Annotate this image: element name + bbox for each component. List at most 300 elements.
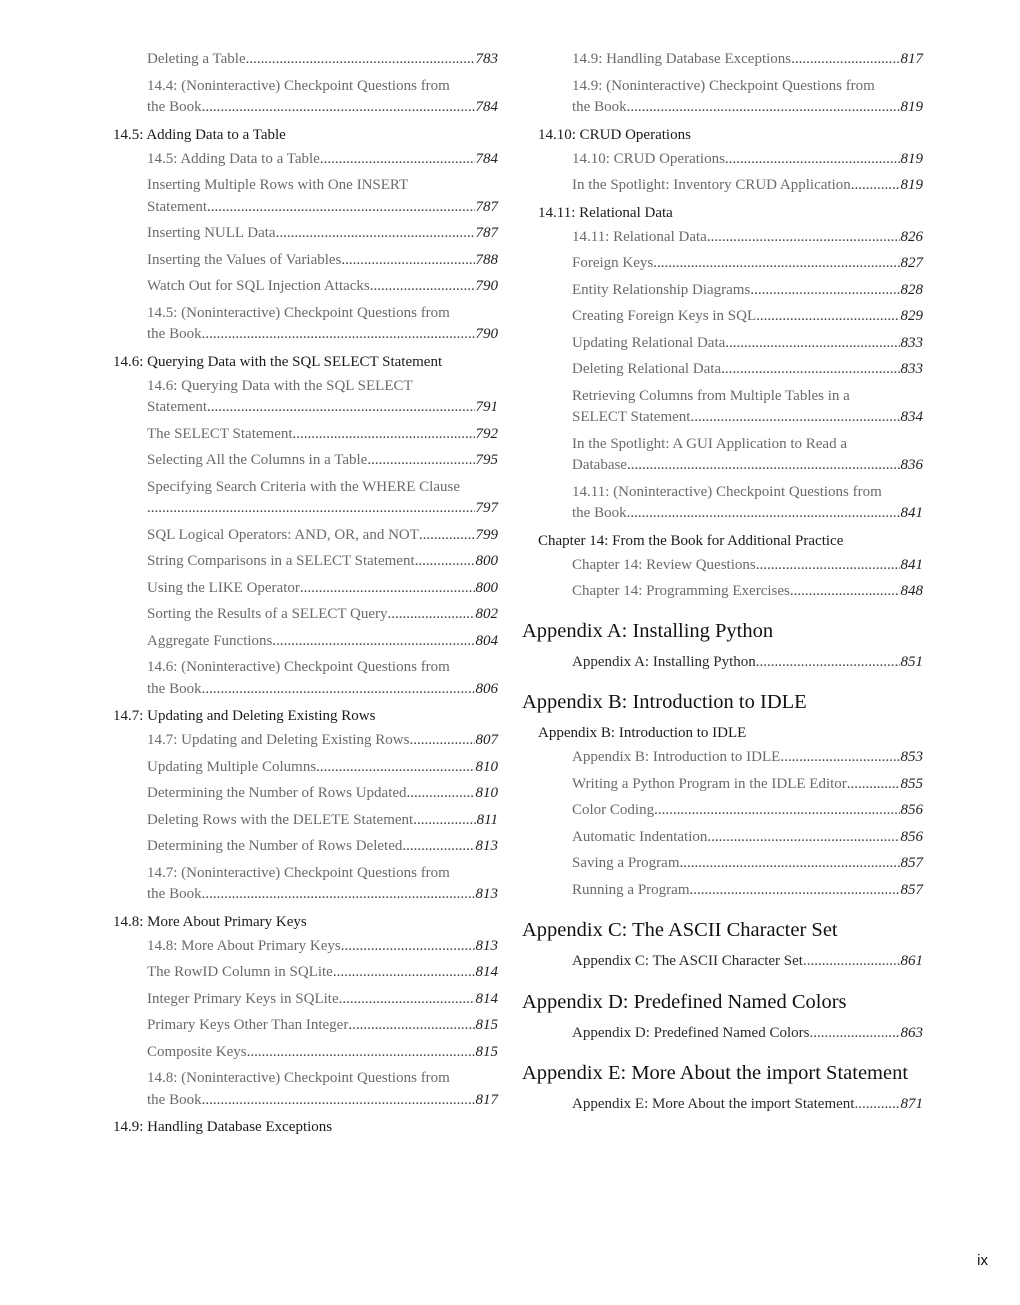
toc-entry[interactable]	[522, 434, 923, 477]
toc-entry-row	[147, 884, 498, 906]
toc-entry-title: Appendix C: The ASCII Character Set	[572, 953, 803, 969]
toc-page-number: 800	[475, 553, 498, 569]
dot-leader	[756, 306, 899, 328]
toc-entry-title: 14.5: Adding Data to a Table	[147, 150, 320, 167]
toc-page-number: 857	[900, 855, 923, 871]
toc-page-number: 851	[900, 653, 923, 670]
toc-entry-title: the Book	[147, 99, 202, 115]
toc-entry-title: Chapter 14: Programming Exercises	[572, 583, 790, 599]
dot-leader	[690, 407, 899, 429]
toc-section-heading: Chapter 14: From the Book for Additional Practice	[538, 532, 844, 549]
toc-entry-row	[572, 1023, 923, 1045]
toc-entry-title: The RowID Column in SQLite	[147, 964, 333, 980]
dot-leader	[316, 757, 474, 779]
toc-page-number: 841	[900, 556, 923, 573]
toc-page-number: 863	[900, 1024, 923, 1041]
toc-entry-row	[147, 730, 498, 752]
dot-leader	[725, 149, 900, 171]
toc-page-number: 819	[900, 177, 923, 193]
toc-entry[interactable]	[522, 827, 923, 849]
dot-leader	[707, 827, 899, 849]
toc-page-number: 791	[475, 399, 498, 415]
dot-leader	[202, 324, 475, 346]
toc-section-heading: 14.9: Handling Database Exceptions	[113, 1119, 333, 1135]
dot-leader	[419, 525, 475, 547]
dot-leader	[756, 652, 900, 674]
toc-entry-title: Appendix E: More About the import Statement	[572, 1096, 855, 1112]
toc-page-number: 856	[900, 828, 923, 845]
toc-entry[interactable]	[113, 149, 498, 171]
toc-page-number: 806	[475, 680, 498, 697]
toc-entry[interactable]	[113, 477, 498, 520]
toc-entry-title: Sorting the Results of a SELECT Query	[147, 606, 388, 622]
dot-leader	[341, 936, 475, 958]
toc-entry-title: In the Spotlight: Inventory CRUD Application	[572, 177, 851, 193]
toc-entry-row	[147, 1042, 498, 1064]
toc-entry-title-line: 14.6: (Noninteractive) Checkpoint Questions from	[147, 659, 450, 675]
toc-appendix-heading: Appendix B: Introduction to IDLE	[522, 691, 807, 713]
toc-entry-title-line: In the Spotlight: A GUI Application to Read a	[572, 435, 847, 452]
dot-leader	[725, 333, 899, 355]
toc-entry[interactable]	[522, 581, 923, 603]
toc-entry-row	[572, 97, 923, 119]
toc-entry-row	[147, 604, 498, 626]
toc-entry[interactable]	[113, 730, 498, 752]
dot-leader	[679, 853, 899, 875]
toc-section-heading: 14.7: Updating and Deleting Existing Rows	[113, 708, 376, 724]
toc-entry-title: the Book	[572, 99, 627, 115]
toc-entry[interactable]	[113, 810, 498, 832]
toc-page-number: 833	[900, 361, 923, 377]
toc-entry-title: Foreign Keys	[572, 255, 654, 271]
toc-page-number: 836	[900, 457, 923, 473]
toc-entry[interactable]	[522, 747, 923, 769]
toc-section-heading: 14.11: Relational Data	[538, 204, 673, 221]
toc-entry-title-line: Retrieving Columns from Multiple Tables in a	[572, 387, 850, 404]
dot-leader	[300, 578, 475, 600]
toc-entry[interactable]	[113, 49, 498, 71]
dot-leader	[780, 747, 899, 769]
dot-leader	[367, 450, 474, 472]
toc-page-number: 819	[900, 99, 923, 115]
toc-entry-title: Integer Primary Keys in SQLite	[147, 990, 339, 1007]
toc-entry[interactable]	[522, 800, 923, 822]
toc-page-number: 813	[475, 838, 498, 854]
dot-leader	[320, 149, 475, 171]
toc-section-heading: Appendix B: Introduction to IDLE	[538, 725, 747, 741]
toc-entry-row	[572, 253, 923, 275]
toc-entry[interactable]	[113, 757, 498, 779]
dot-leader	[247, 1042, 475, 1064]
toc-entry-row	[147, 49, 498, 71]
toc-entry[interactable]	[522, 306, 923, 328]
toc-entry-title: Writing a Python Program in the IDLE Editor	[572, 775, 847, 792]
toc-entry-title-line: 14.11: (Noninteractive) Checkpoint Questions from	[572, 483, 882, 500]
dot-leader	[790, 581, 900, 603]
toc-entry[interactable]	[113, 276, 498, 298]
toc-entry-title: String Comparisons in a SELECT Statement	[147, 553, 415, 569]
toc-entry-row	[147, 97, 498, 119]
toc-entry-row	[147, 1015, 498, 1037]
toc-entry-title: SQL Logical Operators: AND, OR, and NOT	[147, 526, 419, 543]
toc-entry-row	[572, 280, 923, 302]
toc-page-number: 802	[475, 606, 498, 622]
toc-entry[interactable]	[113, 836, 498, 858]
dot-leader	[653, 253, 899, 275]
toc-entry-title: 14.7: Updating and Deleting Existing Rows	[147, 732, 410, 748]
toc-entry-row	[147, 223, 498, 245]
toc-entry-row	[147, 197, 498, 219]
toc-page-number: 814	[475, 990, 498, 1007]
toc-appendix-heading: Appendix E: More About the import Statement	[522, 1062, 909, 1084]
toc-entry-title: Appendix D: Predefined Named Colors	[572, 1024, 810, 1041]
toc-entry-title: Automatic Indentation	[572, 828, 708, 845]
toc-entry[interactable]	[522, 49, 923, 71]
toc-entry[interactable]	[522, 253, 923, 275]
toc-entry-title: Selecting All the Columns in a Table	[147, 452, 368, 468]
toc-page-number: 807	[475, 732, 498, 748]
toc-entry-title: Deleting a Table	[147, 51, 246, 67]
toc-section-heading: 14.6: Querying Data with the SQL SELECT Statement	[113, 353, 443, 370]
toc-entry-title: Color Coding	[572, 802, 655, 818]
toc-page-number: 784	[475, 150, 498, 167]
toc-page-number: 795	[475, 452, 498, 468]
toc-entry-row	[572, 951, 923, 973]
toc-page-number: 871	[900, 1096, 923, 1112]
dot-leader	[246, 49, 475, 71]
toc-entry-title: The SELECT Statement	[147, 425, 293, 442]
toc-entry-title: 14.8: More About Primary Keys	[147, 937, 341, 954]
dot-leader	[207, 197, 475, 219]
toc-entry[interactable]	[522, 1094, 923, 1116]
toc-entry-row	[572, 359, 923, 381]
toc-entry-row	[147, 250, 498, 272]
toc-entry-title: Saving a Program	[572, 855, 680, 871]
toc-entry-row	[147, 149, 498, 171]
dot-leader	[147, 498, 475, 520]
dot-leader	[690, 880, 900, 902]
toc-entry-row	[147, 783, 498, 805]
toc-page-number: 787	[475, 198, 498, 215]
toc-section-heading: 14.10: CRUD Operations	[538, 126, 691, 143]
toc-entry-title: the Book	[147, 886, 202, 902]
toc-entry-row	[572, 853, 923, 875]
toc-page-number: 826	[900, 228, 923, 245]
toc-appendix-heading: Appendix C: The ASCII Character Set	[522, 919, 838, 941]
dot-leader	[809, 1023, 899, 1045]
toc-entry-row	[147, 450, 498, 472]
toc-right-column	[522, 49, 923, 1121]
toc-page-number: 853	[900, 749, 923, 765]
toc-entry-row	[147, 424, 498, 446]
toc-entry[interactable]	[113, 631, 498, 653]
toc-entry-row	[147, 810, 498, 832]
toc-entry-title-line: Inserting Multiple Rows with One INSERT	[147, 177, 409, 193]
toc-page-number: 819	[900, 150, 923, 167]
toc-page-number: 788	[475, 251, 498, 268]
toc-entry-title: Entity Relationship Diagrams	[572, 281, 751, 298]
toc-page-number: 784	[475, 99, 498, 115]
toc-entry-title: Determining the Number of Rows Deleted	[147, 838, 403, 854]
toc-page-number: 792	[475, 425, 498, 442]
toc-entry-row	[572, 455, 923, 477]
toc-page-number: 810	[475, 785, 498, 801]
toc-entry[interactable]	[113, 989, 498, 1011]
toc-entry[interactable]	[522, 774, 923, 796]
toc-page-number: 827	[900, 255, 923, 271]
toc-page-number: 856	[900, 802, 923, 818]
toc-entry-row	[572, 503, 923, 525]
toc-entry-row	[572, 227, 923, 249]
toc-entry-row	[147, 836, 498, 858]
toc-page-number: 817	[475, 1091, 498, 1108]
page-number: ix	[977, 1252, 988, 1269]
toc-page-number: 787	[475, 225, 498, 241]
toc-entry[interactable]	[522, 853, 923, 875]
toc-page-number: 861	[900, 953, 923, 969]
dot-leader	[654, 800, 899, 822]
dot-leader	[202, 97, 475, 119]
dot-leader	[854, 1094, 899, 1116]
toc-entry[interactable]	[113, 1068, 498, 1111]
toc-entry[interactable]	[113, 863, 498, 906]
toc-entry-row	[147, 498, 498, 520]
toc-entry-row	[147, 551, 498, 573]
toc-entry-title: Appendix A: Installing Python	[572, 653, 756, 670]
dot-leader	[339, 989, 475, 1011]
dot-leader	[388, 604, 475, 626]
toc-page-number: 790	[475, 326, 498, 342]
toc-entry-title: Deleting Rows with the DELETE Statement	[147, 811, 414, 828]
dot-leader	[202, 679, 475, 701]
toc-entry[interactable]	[522, 1023, 923, 1045]
toc-entry-title-line: 14.6: Querying Data with the SQL SELECT	[147, 377, 413, 394]
toc-entry-title: 14.9: Handling Database Exceptions	[572, 51, 792, 67]
toc-entry-row	[572, 306, 923, 328]
toc-entry-title: Inserting the Values of Variables	[147, 251, 342, 268]
toc-entry-row	[147, 989, 498, 1011]
toc-entry-title: Deleting Relational Data	[572, 361, 722, 377]
toc-entry-row	[147, 962, 498, 984]
toc-entry[interactable]	[113, 525, 498, 547]
toc-entry-title: Aggregate Functions	[147, 632, 273, 649]
dot-leader	[847, 774, 900, 796]
dot-leader	[333, 962, 475, 984]
toc-entry-title: SELECT Statement	[572, 409, 691, 425]
toc-entry[interactable]	[113, 936, 498, 958]
toc-entry-title: Updating Multiple Columns	[147, 758, 317, 775]
dot-leader	[721, 359, 899, 381]
dot-leader	[627, 97, 900, 119]
toc-entry-title: Database	[572, 457, 627, 473]
toc-page-number: 811	[476, 811, 498, 828]
toc-entry[interactable]	[522, 880, 923, 902]
dot-leader	[750, 280, 899, 302]
toc-entry-row	[572, 555, 923, 577]
toc-entry[interactable]	[522, 280, 923, 302]
toc-entry-title: Appendix B: Introduction to IDLE	[572, 749, 781, 765]
dot-leader	[791, 49, 899, 71]
toc-entry[interactable]	[522, 149, 923, 171]
dot-leader	[627, 455, 900, 477]
toc-page-number: 857	[900, 881, 923, 898]
toc-entry-row	[572, 333, 923, 355]
toc-page-number: 800	[475, 579, 498, 596]
toc-entry-row	[147, 679, 498, 701]
dot-leader	[207, 397, 475, 419]
toc-left-column	[113, 49, 498, 1141]
toc-entry-row	[147, 397, 498, 419]
toc-entry-title-line: 14.5: (Noninteractive) Checkpoint Questions from	[147, 304, 450, 321]
toc-entry[interactable]	[113, 376, 498, 419]
toc-entry-title: 14.11: Relational Data	[572, 228, 707, 245]
toc-entry-title: Inserting NULL Data	[147, 225, 276, 241]
toc-entry-title: the Book	[572, 505, 627, 521]
dot-leader	[348, 1015, 474, 1037]
toc-entry[interactable]	[113, 450, 498, 472]
toc-entry-title: Statement	[147, 198, 207, 215]
toc-page-number: 841	[900, 505, 923, 521]
toc-page-number: 797	[475, 500, 498, 516]
toc-entry-row	[572, 880, 923, 902]
toc-entry-row	[572, 175, 923, 197]
toc-entry-title: Running a Program	[572, 881, 690, 898]
dot-leader	[851, 175, 900, 197]
toc-entry-title-line: 14.9: (Noninteractive) Checkpoint Questions from	[572, 77, 875, 94]
toc-entry-title: Primary Keys Other Than Integer	[147, 1017, 349, 1033]
toc-entry[interactable]	[113, 303, 498, 346]
toc-entry-row	[147, 525, 498, 547]
toc-entry-row	[572, 581, 923, 603]
toc-page-number: 829	[900, 308, 923, 324]
toc-entry-row	[572, 149, 923, 171]
dot-leader	[272, 631, 474, 653]
toc-entry[interactable]	[113, 175, 498, 218]
toc-entry[interactable]	[522, 227, 923, 249]
toc-entry[interactable]	[522, 175, 923, 197]
toc-entry-title: Watch Out for SQL Injection Attacks	[147, 278, 370, 294]
toc-page-number: 855	[900, 775, 923, 792]
toc-entry-title-line: 14.7: (Noninteractive) Checkpoint Questions from	[147, 864, 450, 881]
toc-appendix-heading: Appendix D: Predefined Named Colors	[522, 990, 847, 1013]
toc-entry-row	[572, 800, 923, 822]
toc-page-number: 848	[900, 583, 923, 599]
toc-entry-row	[147, 757, 498, 779]
toc-entry-title-line: Specifying Search Criteria with the WHERE Clause	[147, 478, 460, 495]
toc-entry-row	[147, 936, 498, 958]
dot-leader	[803, 951, 900, 973]
toc-entry[interactable]	[113, 657, 498, 700]
toc-entry[interactable]	[522, 76, 923, 119]
toc-entry-row	[147, 1090, 498, 1112]
toc-page-number: 804	[475, 632, 498, 649]
toc-page-number: 834	[900, 409, 923, 425]
toc-entry-title: Chapter 14: Review Questions	[572, 556, 756, 573]
toc-entry-title: 14.10: CRUD Operations	[572, 150, 725, 167]
toc-entry[interactable]	[522, 359, 923, 381]
toc-entry-title: the Book	[147, 326, 202, 342]
toc-page-number: 813	[475, 886, 498, 902]
toc-page-number: 790	[475, 278, 498, 294]
toc-entry-title-line: 14.4: (Noninteractive) Checkpoint Questions from	[147, 77, 450, 94]
dot-leader	[707, 227, 900, 249]
toc-page-number: 817	[900, 51, 923, 67]
toc-entry[interactable]	[113, 76, 498, 119]
dot-leader	[341, 250, 474, 272]
toc-entry-title: Determining the Number of Rows Updated	[147, 785, 407, 801]
toc-page-number: 815	[475, 1017, 498, 1033]
toc-page-number: 813	[475, 937, 498, 954]
toc-page-number: 814	[475, 964, 498, 980]
toc-entry-title: the Book	[147, 1091, 202, 1108]
toc-entry[interactable]	[113, 250, 498, 272]
toc-entry-row	[572, 827, 923, 849]
toc-page-number: 810	[475, 758, 498, 775]
toc-entry-row	[572, 747, 923, 769]
toc-entry-row	[572, 652, 923, 674]
toc-entry-row	[147, 578, 498, 600]
toc-appendix-heading: Appendix A: Installing Python	[522, 619, 774, 642]
toc-entry[interactable]	[522, 951, 923, 973]
toc-entry[interactable]	[522, 555, 923, 577]
dot-leader	[627, 503, 900, 525]
toc-entry-title: Composite Keys	[147, 1043, 247, 1060]
dot-leader	[407, 783, 475, 805]
toc-entry-title: Using the LIKE Operator	[147, 579, 300, 596]
toc-entry-row	[572, 774, 923, 796]
toc-entry[interactable]	[522, 652, 923, 674]
toc-entry[interactable]	[522, 386, 923, 429]
dot-leader	[409, 730, 474, 752]
toc-page-number: 799	[475, 526, 498, 543]
toc-entry-row	[572, 407, 923, 429]
toc-entry-title: the Book	[147, 680, 202, 697]
toc-section-heading: 14.5: Adding Data to a Table	[113, 126, 286, 143]
dot-leader	[276, 223, 475, 245]
toc-entry-title: Creating Foreign Keys in SQL	[572, 308, 757, 324]
toc-entry[interactable]	[113, 223, 498, 245]
toc-entry[interactable]	[113, 604, 498, 626]
toc-entry[interactable]	[113, 551, 498, 573]
toc-page-number: 783	[475, 51, 498, 67]
toc-entry-row	[572, 1094, 923, 1116]
toc-entry-title-line: 14.8: (Noninteractive) Checkpoint Questions from	[147, 1070, 450, 1086]
toc-entry[interactable]	[113, 424, 498, 446]
dot-leader	[756, 555, 900, 577]
toc-page-number: 828	[900, 281, 923, 298]
toc-entry[interactable]	[113, 578, 498, 600]
toc-entry-title: Statement	[147, 399, 207, 415]
toc-entry[interactable]	[522, 482, 923, 525]
toc-section-heading: 14.8: More About Primary Keys	[113, 913, 307, 930]
toc-entry[interactable]	[522, 333, 923, 355]
dot-leader	[202, 1090, 475, 1112]
toc-entry[interactable]	[113, 783, 498, 805]
toc-entry-title: Updating Relational Data	[572, 334, 726, 351]
toc-entry-row	[147, 631, 498, 653]
toc-entry[interactable]	[113, 962, 498, 984]
dot-leader	[402, 836, 474, 858]
toc-page-number: 815	[475, 1043, 498, 1060]
dot-leader	[202, 884, 475, 906]
toc-entry-row	[147, 324, 498, 346]
toc-page-number: 833	[900, 334, 923, 351]
toc-entry[interactable]	[113, 1042, 498, 1064]
toc-entry[interactable]	[113, 1015, 498, 1037]
dot-leader	[413, 810, 475, 832]
dot-leader	[293, 424, 475, 446]
toc-entry-row	[147, 276, 498, 298]
